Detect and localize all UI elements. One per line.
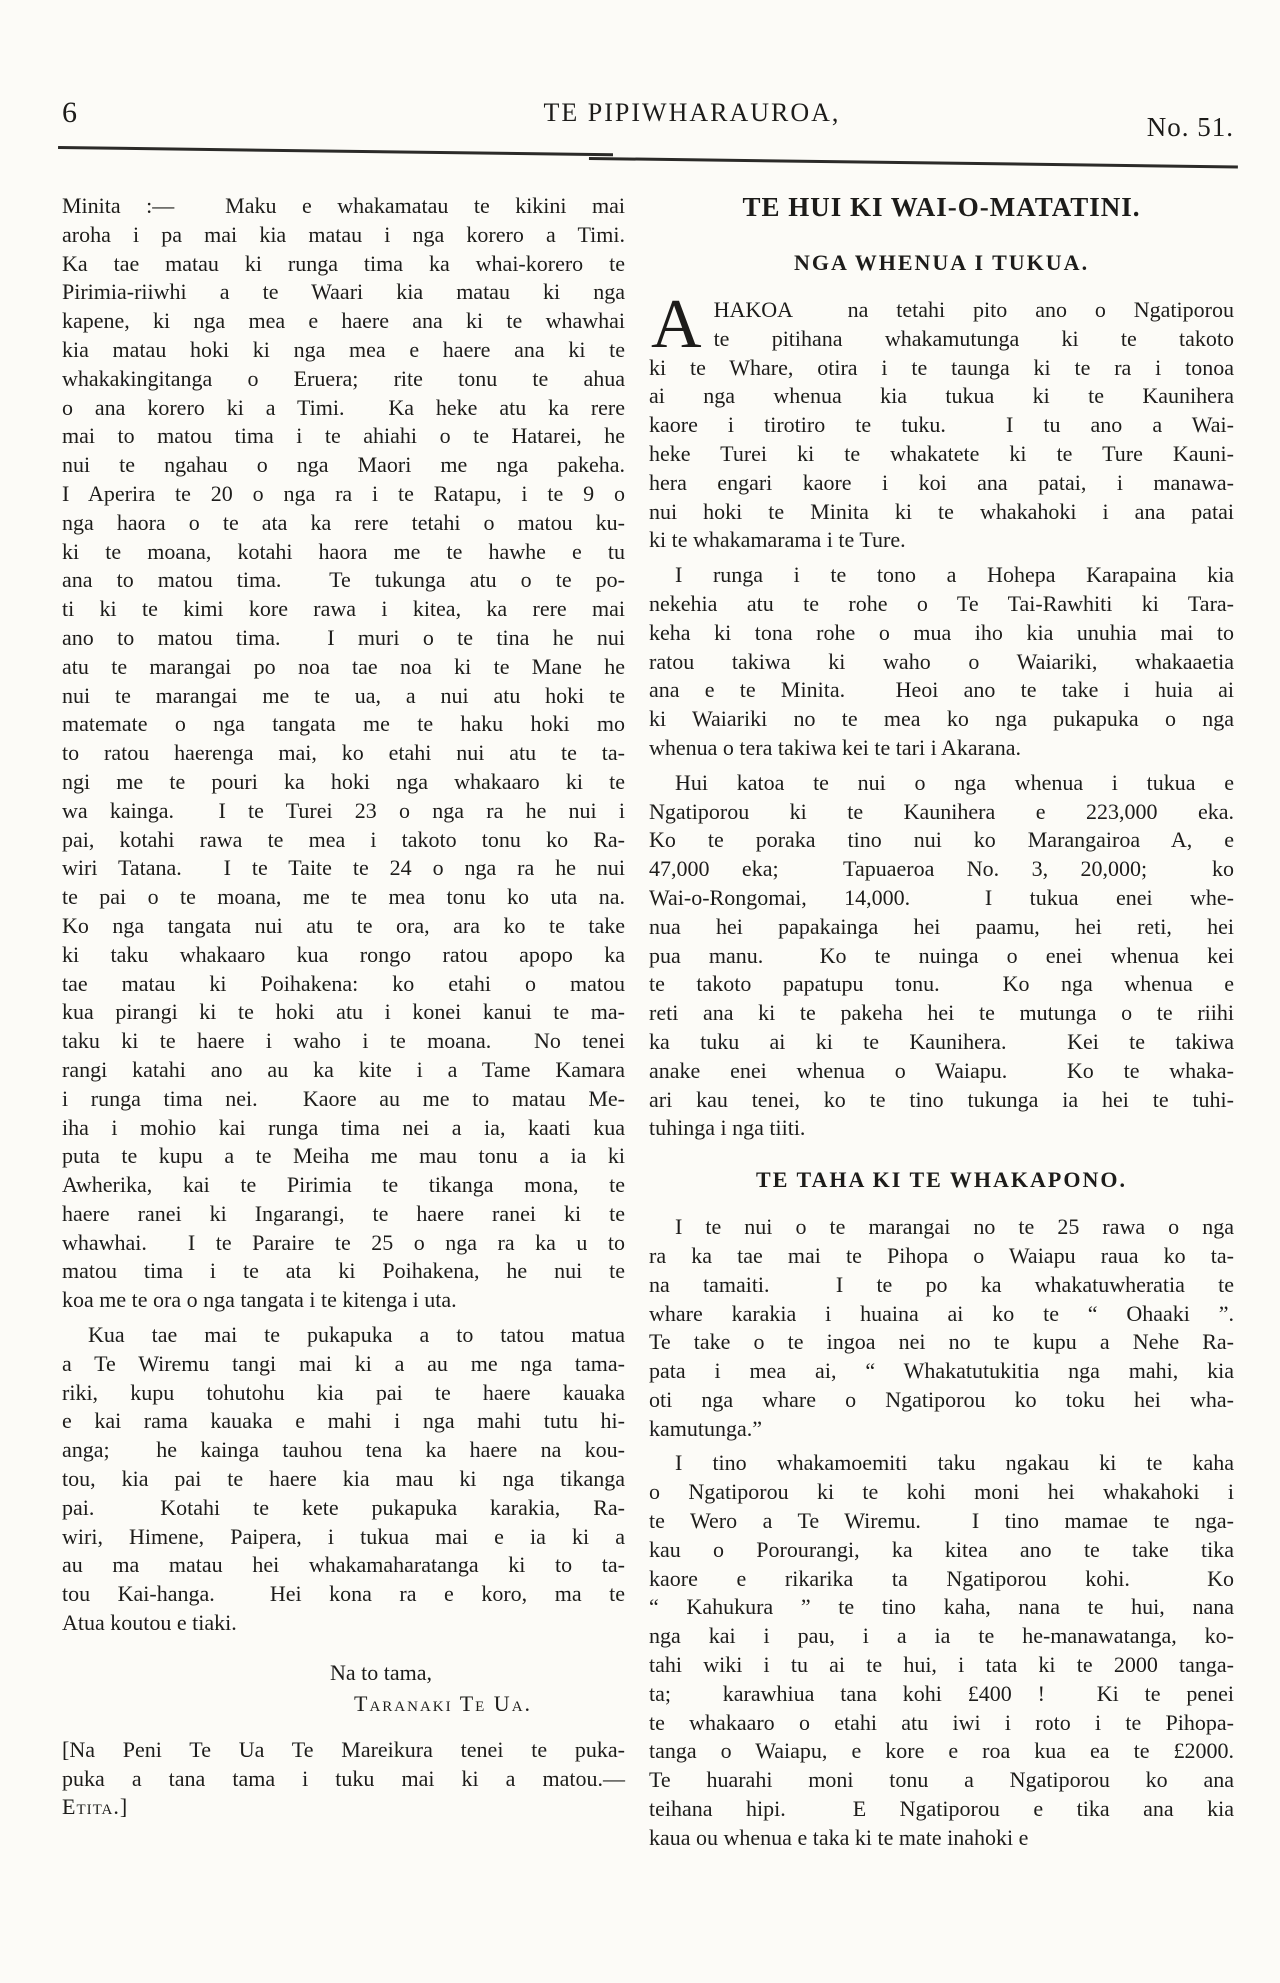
text-line: ki te moana, kotahi haora me te hawhe e tu	[62, 538, 625, 564]
text-line: whakakingitanga o Eruera; rite tonu te ahua	[62, 365, 625, 391]
text-line: iha i mohio kai runga tima nei a ia, kaati kua	[62, 1114, 625, 1140]
text-line: i runga tima nei. Kaore au me to matau Me-	[62, 1085, 625, 1111]
text-line: ki taku whakaaro kua rongo ratou apopo ka	[62, 941, 625, 967]
letter-body-paragraphs	[62, 192, 625, 1638]
page-header	[62, 96, 1234, 148]
text-line: nui te ngahau o nga Maori me nga pakeha.	[62, 452, 625, 478]
text-line: tou Kai-hanga. Hei kona ra e koro, ma te	[62, 1581, 625, 1607]
text-line: wa kainga. I te Turei 23 o nga ra he nui i	[62, 797, 625, 823]
text-line: ti ki te kimi kore rawa i kitea, ka rere mai	[62, 596, 625, 622]
text-line: Kua tae mai te pukapuka a to tatou matua	[88, 1322, 625, 1348]
text-line: ra ka tae mai te Pihopa o Waiapu raua ko ta-	[649, 1242, 1234, 1268]
text-line: pai, kotahi rawa te mea i takoto tonu ko Ra-	[62, 826, 625, 852]
text-line: Te take o te ingoa nei no te kupu a Nehe Ra-	[649, 1329, 1234, 1355]
drop-cap-letter: A	[651, 286, 702, 363]
text-line: o ana korero ki a Timi. Ka heke atu ka rere	[62, 394, 625, 420]
paragraph	[649, 1213, 1234, 1443]
text-line: Ka tae matau ki runga tima ka whai-korero te	[62, 250, 625, 276]
text-line: kaore i tirotiro te tuku. I tu ano a Wai-	[649, 412, 1234, 438]
text-line: nekehia atu te rohe o Te Tai-Rawhiti ki Tara-	[649, 590, 1234, 616]
text-line: nua hei papakainga hei paamu, hei reti, hei	[649, 913, 1234, 939]
text-line: o Ngatiporou ki te kohi moni hei whakahoki i	[649, 1479, 1234, 1505]
text-line: te Wero a Te Wiremu. I tino mamae te nga-	[649, 1508, 1234, 1534]
signoff-intro: Na to tama,	[330, 1659, 433, 1685]
right-column	[649, 192, 1234, 1853]
text-line: reti ana ki te pakeha hei te mutunga o te riihi	[649, 1000, 1234, 1026]
text-line: te pai o te moana, me te mea tonu ko uta na.	[62, 884, 625, 910]
text-line: pata i mea ai, “ Whakatutukitia nga mahi, kia	[649, 1358, 1234, 1384]
text-line: to ratou haerenga mai, ko etahi nui atu te ta-	[62, 740, 625, 766]
text-line: whawhai. I te Paraire te 25 o nga ra ka u to	[62, 1229, 625, 1255]
header-divider-rule	[58, 146, 1238, 171]
text-line: te takoto papatupu tonu. Ko nga whenua e	[649, 971, 1234, 997]
text-line: oti nga whare o Ngatiporou ko toku hei wha-	[649, 1386, 1234, 1412]
text-line: anga; he kainga tauhou tena ka haere na kou-	[62, 1437, 625, 1463]
text-line: tanga o Waiapu, e kore e roa kua ea te £2000.	[649, 1738, 1234, 1764]
text-line: atu te marangai po noa tae noa ki te Mane he	[62, 653, 625, 679]
text-line: 47,000 eka; Tapuaeroa No. 3, 20,000; ko	[649, 856, 1234, 882]
signoff-name: Taranaki Te Ua.	[354, 1690, 533, 1716]
text-line: ana e te Minita. Heoi ano te take i huia ai	[649, 677, 1234, 703]
text-line: na tamaiti. I te po ka whakatuwheratia te	[649, 1271, 1234, 1297]
text-line: taku ki te haere i waho i te moana. No tenei	[62, 1028, 625, 1054]
section-heading: TE TAHA KI TE WHAKAPONO.	[756, 1167, 1127, 1193]
text-line: keha ki tona rohe o mua iho kia unuhia mai to	[649, 619, 1234, 645]
text-line: tuhinga i nga tiiti.	[649, 1115, 806, 1141]
issue-number: No. 51.	[1146, 112, 1234, 142]
article-title: TE HUI KI WAI-O-MATATINI.	[742, 192, 1141, 222]
text-line: ano to matou tima. I muri o te tina he nui	[62, 624, 625, 650]
text-line: tahi wiki i tu ai te hui, i tata ki te 2000 tanga-	[649, 1652, 1234, 1678]
text-line: kia matau hoki ki nga mea e haere ana ki te	[62, 336, 625, 362]
text-line: te pitihana whakamutunga ki te takoto	[713, 325, 1234, 351]
text-line: matemate o nga tangata me te haku hoki mo	[62, 711, 625, 737]
text-line: ai nga whenua kia tukua ki te Kaunihera	[649, 383, 1234, 409]
paragraph	[649, 561, 1234, 763]
text-line: kamutunga.”	[649, 1415, 763, 1441]
text-line: puka a tana tama i tuku mai ki a matou.—	[62, 1765, 625, 1791]
text-line: HAKOA na tetahi pito ano o Ngatiporou	[713, 297, 1234, 322]
text-line: pai. Kotahi te kete pukapuka karakia, Ra-	[62, 1494, 625, 1520]
text-line: aroha i pa mai kia matau i nga korero a Timi.	[62, 221, 625, 247]
text-line: matou tima i te ata ki Poihakena, he nui te	[62, 1258, 625, 1284]
text-line: Pirimia-riiwhi a te Waari kia matau ki nga	[62, 279, 625, 305]
text-line: anake enei whenua o Waiapu. Ko te whaka-	[649, 1057, 1234, 1083]
section-paragraphs	[649, 1213, 1234, 1853]
text-line: Etita.]	[62, 1794, 129, 1820]
text-line: Hui katoa te nui o nga whenua i tukua e	[675, 769, 1234, 795]
letter-signoff	[62, 1658, 625, 1720]
text-line: whare karakia i huaina ai ko te “ Ohaaki ”.	[649, 1300, 1234, 1326]
text-line: ana to matou tima. Te tukunga atu o te po-	[62, 567, 625, 593]
text-line: rangi katahi ano au ka kite i a Tame Kamara	[62, 1056, 625, 1082]
text-line: I Aperira te 20 o nga ra i te Ratapu, i te 9 o	[62, 480, 625, 506]
text-line: wiri, Himene, Paipera, i tukua mai e ia ki a	[62, 1523, 625, 1549]
paragraph	[62, 1736, 625, 1822]
text-line: ari kau tenei, ko te tino tukunga ia hei te tuhi-	[649, 1086, 1234, 1112]
text-line: Minita :— Maku e whakamatau te kikini mai	[62, 193, 625, 218]
text-line: tou, kia pai te haere kia mau ki nga tikanga	[62, 1466, 625, 1492]
text-line: au ma matau hei whakamaharatanga ki to ta-	[62, 1552, 625, 1578]
two-column-layout	[62, 192, 1234, 1853]
text-line: puta te kupu a te Meiha me mau tonu a ia ki	[62, 1143, 625, 1169]
left-column	[62, 192, 625, 1853]
text-line: ratou takiwa ki waho o Waiariki, whakaaetia	[649, 648, 1234, 674]
text-line: nga kai i pau, i a ia te he-manawatanga, ko-	[649, 1623, 1234, 1649]
paragraph	[649, 286, 1234, 555]
text-line: Wai-o-Rongomai, 14,000. I tukua enei whe-	[649, 884, 1234, 910]
text-line: Ngatiporou ki te Kaunihera e 223,000 eka.	[649, 798, 1234, 824]
text-line: Awherika, kai te Pirimia te tikanga mona, te	[62, 1172, 625, 1198]
section-paragraphs	[649, 286, 1234, 1143]
text-line: kapene, ki nga mea e haere ana ki te whawhai	[62, 308, 625, 334]
text-line: koa me te ora o nga tangata i te kitenga i uta.	[62, 1287, 457, 1313]
text-line: ki te whakamarama i te Ture.	[649, 527, 906, 553]
text-line: kua pirangi ki te hoki atu i konei kanui te ma-	[62, 999, 625, 1025]
text-line: whenua o tera takiwa kei te tari i Akarana.	[649, 734, 1022, 760]
divider-segment-right	[589, 157, 1238, 168]
text-line: ki te Whare, otira i te taunga ki te ra i tonoa	[649, 354, 1234, 380]
text-line: riki, kupu tohutohu kia pai te haere kauaka	[62, 1379, 625, 1405]
text-line: I te nui o te marangai no te 25 rawa o nga	[675, 1214, 1234, 1240]
text-line: nui hoki te Minita ki te whakahoki i ana patai	[649, 498, 1234, 524]
text-line: heke Turei ki te whakatete ki te Ture Kauni-	[649, 440, 1234, 466]
article-section-whenua	[649, 250, 1234, 1143]
text-line: pua manu. Ko te nuinga o enei whenua kei	[649, 942, 1234, 968]
paragraph	[62, 1321, 625, 1638]
paragraph	[62, 192, 625, 1315]
text-line: kaua ou whenua e taka ki te mate inahoki e	[649, 1824, 1029, 1850]
text-line: ta; karawhiua tana kohi £400 ! Ki te penei	[649, 1680, 1234, 1706]
text-line: I runga i te tono a Hohepa Karapaina kia	[675, 562, 1234, 588]
text-line: ka tuku ai ki te Kaunihera. Kei te takiwa	[649, 1028, 1234, 1054]
text-line: “ Kahukura ” te tino kaha, nana te hui, nana	[649, 1594, 1234, 1620]
text-line: e kai rama kauaka e mahi i nga mahi tutu hi-	[62, 1408, 625, 1434]
text-line: Ko te poraka tino nui ko Marangairoa A, e	[649, 827, 1234, 853]
text-line: te whakaaro o etahi atu iwi i roto i te Pihopa-	[649, 1709, 1234, 1735]
text-line: a Te Wiremu tangi mai ki a au me nga tama-	[62, 1350, 625, 1376]
text-line: nga haora o te ata ka rere tetahi o matou ku-	[62, 509, 625, 535]
text-line: haere ranei ki Ingarangi, te haere ranei ki te	[62, 1200, 625, 1226]
paragraph	[649, 1449, 1234, 1852]
text-line: Ko nga tangata nui atu te ora, ara ko te take	[62, 912, 625, 938]
text-line: teihana hipi. E Ngatiporou e tika ana kia	[649, 1796, 1234, 1822]
text-line: ki Waiariki no te mea ko nga pukapuka o nga	[649, 706, 1234, 732]
text-line: hera engari kaore i koi ana patai, i manawa-	[649, 469, 1234, 495]
text-line: Te huarahi moni tonu a Ngatiporou ko ana	[649, 1767, 1234, 1793]
text-line: tae matau ki Poihakena: ko etahi o matou	[62, 970, 625, 996]
text-line: kau o Porourangi, ka kitea ano te take tika	[649, 1536, 1234, 1562]
article-section-whakapono	[649, 1167, 1234, 1853]
text-line: ngi me te pouri ka hoki nga whakaaro ki te	[62, 768, 625, 794]
page-number: 6	[62, 96, 77, 129]
text-line: wiri Tatana. I te Taite te 24 o nga ra he nui	[62, 855, 625, 881]
text-line: I tino whakamoemiti taku ngakau ki te kaha	[675, 1450, 1234, 1476]
text-line: kaore e rikarika ta Ngatiporou kohi. Ko	[649, 1565, 1234, 1591]
text-line: Atua koutou e tiaki.	[62, 1610, 237, 1636]
paragraph	[649, 769, 1234, 1143]
masthead-title: TE PIPIWHARAUROA,	[543, 98, 841, 127]
editor-note	[62, 1736, 625, 1822]
section-heading: NGA WHENUA I TUKUA.	[793, 250, 1090, 275]
text-line: [Na Peni Te Ua Te Mareikura tenei te puka-	[62, 1736, 625, 1762]
text-line: nui te marangai me te ua, a nui atu hoki te	[62, 682, 625, 708]
text-line: mai to matou tima i te ahiahi o te Hatarei, he	[62, 423, 625, 449]
